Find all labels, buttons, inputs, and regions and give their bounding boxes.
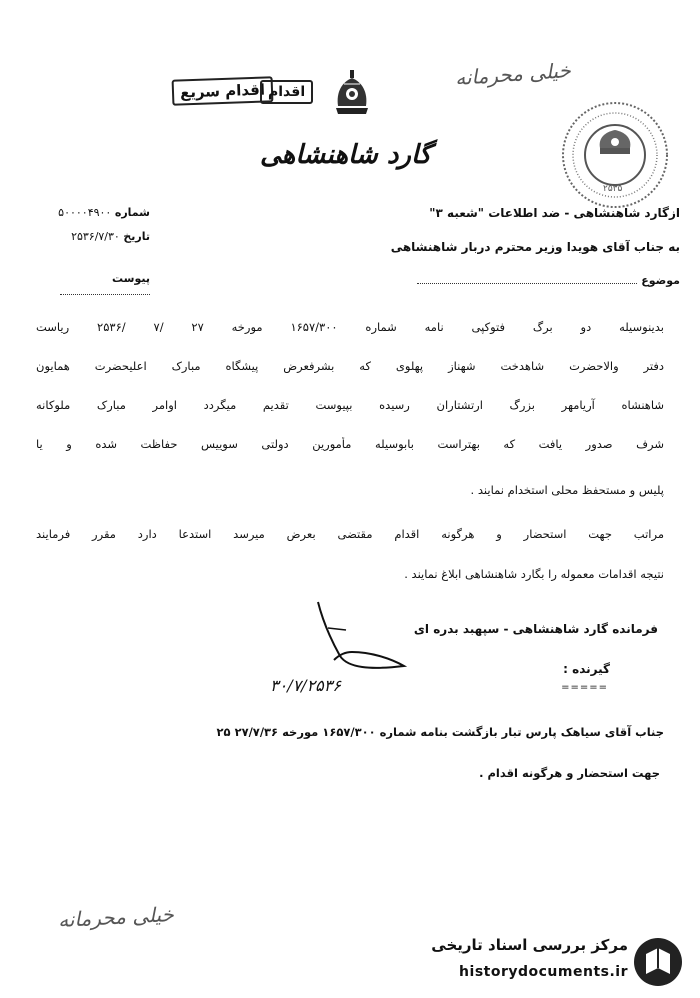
action-stamp: اقدام	[260, 80, 313, 104]
number-label: شماره	[114, 206, 150, 219]
recipients-label: گیرنده :	[563, 662, 610, 676]
crown-emblem	[330, 68, 374, 120]
handwritten-signature	[300, 598, 420, 678]
sender-line: ازگارد شاهنشاهی - ضد اطلاعات "شعبه ۳"	[429, 206, 680, 220]
body-line-7: نتیجه اقدامات معموله را بگارد شاهنشاهی ابلاغ نمایند .	[404, 567, 664, 581]
seal-year: ۲۵۳۵	[603, 184, 623, 194]
date-label: تاریخ	[123, 230, 150, 243]
number-value: ۵۰۰۰۰۴۹۰۰	[58, 206, 112, 219]
body-line-6: مراتب جهت استحضار و هرگونه اقدام مقتضی بعرض میرسد استدعا دارد مقرر فرمایند	[36, 527, 664, 541]
archive-center-name: مرکز بررسی اسناد تاریخی	[431, 936, 628, 954]
official-seal	[560, 100, 670, 210]
body-line-2: دفتر والاحضرت شاهدخت شهناز پهلوی که بشرفعرض پیشگاه مبارک اعلیحضرت همایون	[36, 359, 664, 373]
urgent-stamp: اقدام سریع	[172, 76, 274, 106]
subject-label: موضوع	[641, 274, 680, 287]
recipients-line-1: جناب آقای سیاهک پارس تبار بازگشت بنامه شماره ۱۶۵۷/۳۰۰ مورخه ۲۷/۷/۳۶ ۲۵	[216, 725, 664, 739]
body-line-4: شرف صدور یافت که بهتراست بابوسیله مأمورین دولتی سوییس حفاظت شده و یا	[36, 437, 664, 451]
date-row	[20, 230, 150, 243]
body-line-5: پلیس و مستحفظ محلی استخدام نمایند .	[470, 483, 664, 497]
archive-logo-icon	[632, 936, 684, 988]
subject-row	[417, 274, 680, 287]
page-title: گارد شاهنشاهی	[260, 140, 432, 170]
recipients-underline: =====	[561, 682, 608, 693]
attachment-line	[60, 294, 150, 295]
signature-date-handwritten: ۳۰/۷/۲۵۳۶	[270, 676, 341, 695]
confidential-note-bottom: خیلی محرمانه	[57, 901, 175, 933]
recipient-line: به جناب آقای هویدا وزیر محترم دربار شاهنشاهی	[390, 240, 680, 254]
subject-line	[417, 283, 637, 284]
body-line-3: شاهنشاه آریامهر بزرگ ارتشتاران رسیده بپیوست تقدیم میگردد اوامر مبارک ملوکانه	[36, 398, 664, 412]
attachment-row	[20, 272, 150, 298]
number-row	[20, 206, 150, 219]
signatory-title: فرمانده گارد شاهنشاهی - سپهبد بدره ای	[413, 622, 658, 636]
confidential-note-top: خیلی محرمانه	[454, 57, 572, 91]
archive-website: historydocuments.ir	[459, 964, 628, 980]
date-value: ۲۵۳۶/۷/۳۰	[71, 230, 120, 243]
body-line-1: بدینوسیله دو برگ فتوکپی نامه شماره ۱۶۵۷/۳۰۰ مورخه ۲۷ /۷ /۲۵۳۶ ریاست	[36, 320, 664, 334]
recipients-line-2: جهت استحضار و هرگونه اقدام .	[479, 766, 660, 780]
attachment-label: پیوست	[112, 272, 150, 285]
